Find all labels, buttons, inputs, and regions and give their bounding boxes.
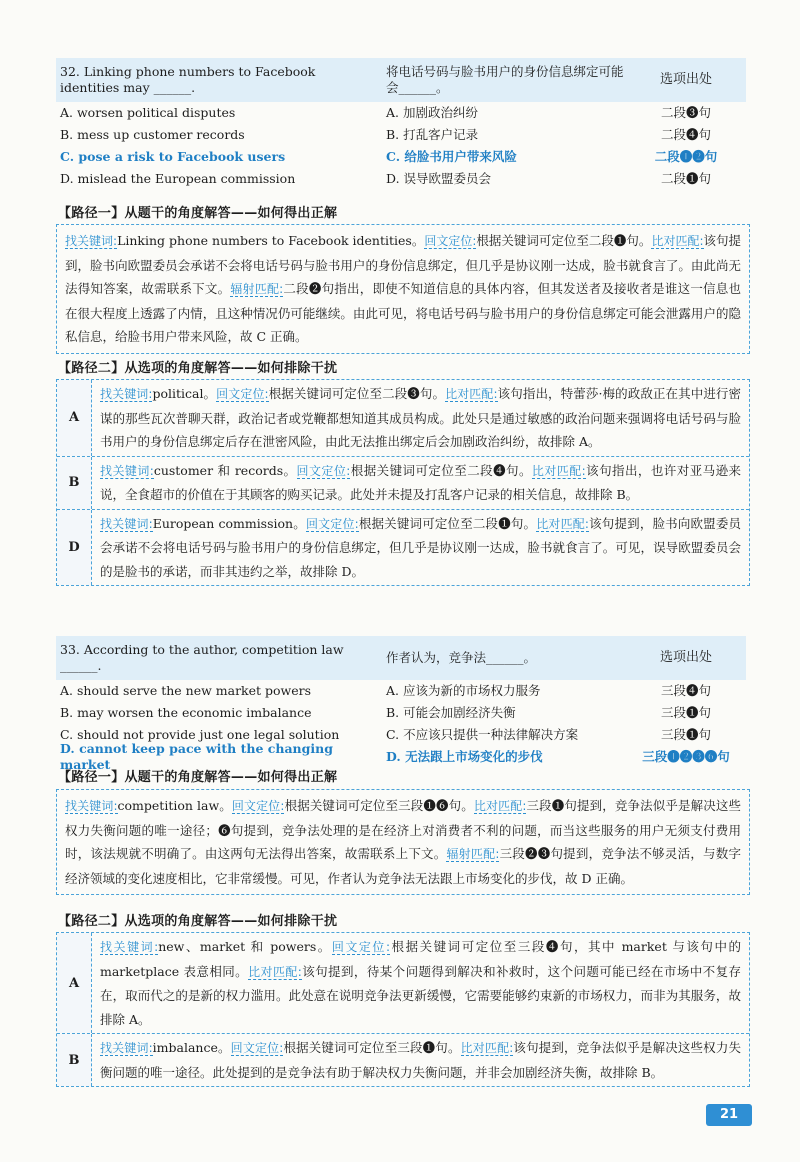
option-en: A. worsen political disputes <box>60 105 236 120</box>
text: 根据关键词可定位至二段❶句。 <box>358 515 537 531</box>
locate-label: 回文定位: <box>230 1041 284 1055</box>
q33-stem-row <box>56 636 746 680</box>
match-label: 比对匹配: <box>531 463 586 478</box>
locate-label: 回文定位: <box>331 940 390 954</box>
option-en: D. cannot keep pace with the changing market <box>60 741 333 772</box>
text: 根据关键词可定位至二段❶句。 <box>476 233 652 248</box>
keyword-label: 找关键词: <box>100 463 154 478</box>
q33-option-a <box>56 680 746 702</box>
option-label: B <box>57 457 92 509</box>
text: 根据关键词可定位至三段❹句，其中 market 与该句中的 marketplace 表意相同。 <box>100 939 741 979</box>
q32-stem-row <box>56 58 746 102</box>
text: political。 <box>152 386 217 401</box>
q32-option-c-correct <box>56 146 746 168</box>
q33-path2-heading: 【路径二】从选项的角度解答——如何排除干扰 <box>58 914 338 929</box>
q33-exclude-a <box>57 933 749 1033</box>
page-number: 21 <box>706 1104 752 1126</box>
text: competition law。 <box>117 798 232 813</box>
text: 三段❷❸句提到，竞争法不够灵活，与数字经济领域的变化速度相比，它非常缓慢。可见，作者认为竞争法无法跟上市场变化的步伐，故 D 正确。 <box>65 846 741 886</box>
q32-option-d <box>56 168 746 190</box>
option-src: 三段❶句 <box>660 705 711 720</box>
keyword-label: 找关键词: <box>65 234 118 248</box>
locate-label: 回文定位: <box>424 234 477 248</box>
option-label: D <box>57 510 92 586</box>
text: customer 和 records。 <box>153 462 297 478</box>
keyword-label: 找关键词: <box>100 516 153 531</box>
q33-exclude-b <box>57 1033 749 1086</box>
q32-exclude-a <box>57 380 749 456</box>
option-zh: B. 可能会加剧经济失衡 <box>386 705 516 720</box>
q32-option-a <box>56 102 746 124</box>
text: 三段❶句提到，竞争法似乎是解决这些权力失衡问题的唯一途径；❻句提到，竞争法处理的是在经济上对消费者不利的问题，而当这些服务的用户无须支付费用时，该法规就不明确了。由这两句无法得出答案，故需联系上下文。 <box>65 798 741 861</box>
option-label: A <box>57 380 92 456</box>
match-label: 比对匹配: <box>651 234 704 248</box>
option-zh: B. 打乱客户记录 <box>386 127 479 142</box>
q32-path1-heading: 【路径一】从题干的角度解答——如何得出正解 <box>58 206 338 221</box>
q32-table <box>56 58 746 190</box>
option-en: C. should not provide just one legal solution <box>60 727 340 742</box>
text: European commission。 <box>152 515 306 531</box>
q33-path2-table <box>56 932 750 1087</box>
text: 该句提到，待某个问题得到解决和补救时，这个问题可能已经在市场中不复存在，取而代之的是新的权力滥用。此处意在说明竞争法更新缓慢，它需要能够约束新的市场权力，而非为其服务，故排除 A。 <box>100 963 741 1027</box>
text: 根据关键词可定位至二段❹句。 <box>350 462 532 478</box>
q32-exclude-d <box>57 509 749 586</box>
q33-stem-en: 33. According to the author, competition law ______. <box>60 642 344 673</box>
q32-path2-heading: 【路径二】从选项的角度解答——如何排除干扰 <box>58 361 338 376</box>
locate-label: 回文定位: <box>231 799 285 813</box>
radiate-label: 辐射匹配: <box>230 282 284 296</box>
keyword-label: 找关键词: <box>100 387 153 401</box>
option-label: B <box>57 1034 92 1086</box>
locate-label: 回文定位: <box>216 387 269 401</box>
option-src: 二段❶❷句 <box>654 149 718 164</box>
text: 该句提到，竞争法似乎是解决这些权力失衡问题的唯一途径。此处提到的是竞争法有助于解决权力失衡问题，并非会加剧经济失衡，故排除 B。 <box>100 1040 741 1080</box>
q33-option-d-correct <box>56 741 746 772</box>
option-zh: A. 加剧政治纠纷 <box>386 105 478 120</box>
text: imbalance。 <box>152 1040 231 1055</box>
option-src: 三段❹句 <box>660 683 711 698</box>
q33-path1-box <box>56 789 750 895</box>
option-en: B. mess up customer records <box>60 127 245 142</box>
option-src: 二段❸句 <box>660 105 711 120</box>
option-zh: C. 给脸书用户带来风险 <box>386 149 517 164</box>
option-src: 二段❹句 <box>660 127 711 142</box>
q32-path1-box <box>56 224 750 354</box>
match-label: 比对匹配: <box>248 964 302 979</box>
option-en: B. may worsen the economic imbalance <box>60 705 312 720</box>
option-label: A <box>57 933 92 1033</box>
q33-path1-heading: 【路径一】从题干的角度解答——如何得出正解 <box>58 770 338 785</box>
locate-label: 回文定位: <box>296 463 351 478</box>
q32-option-b <box>56 124 746 146</box>
text: Linking phone numbers to Facebook identities。 <box>117 233 425 248</box>
text: new、market 和 powers。 <box>158 939 332 954</box>
option-en: C. pose a risk to Facebook users <box>60 149 286 164</box>
match-label: 比对匹配: <box>536 516 589 531</box>
text: 根据关键词可定位至三段❶❻句。 <box>284 798 474 813</box>
q32-path2-table <box>56 379 750 586</box>
q33-table <box>56 636 746 772</box>
text: 该句指出，特蕾莎·梅的政敌正在其中进行密谋的那些瓦次普聊天群，政治记者或党鞭都想知道其成员构成。此处只是通过敏感的政治问题来强调将电话号码与脸书用户的身份信息绑定后存在泄密风险，由此无法推出绑定后会加剧政治纠纷，故排除 A。 <box>100 386 742 449</box>
match-label: 比对匹配: <box>460 1041 514 1055</box>
q32-stem-zh: 将电话号码与脸书用户的身份信息绑定可能会______。 <box>386 64 624 95</box>
text: 该句提到，脸书向欧盟委员会承诺不会将电话号码与脸书用户的身份信息绑定，但几乎是协议刚一达成，脸书就食言了。可见，误导欧盟委员会的是脸书的承诺，而非其违约之举，故排除 D。 <box>100 515 742 579</box>
text: 该句提到，脸书向欧盟委员会承诺不会将电话号码与脸书用户的身份信息绑定，但几乎是协议刚一达成，脸书就食言了。由此尚无法得知答案，故需联系下文。 <box>65 233 742 296</box>
option-en: D. mislead the European commission <box>60 171 296 186</box>
q33-option-b <box>56 702 746 724</box>
text: 根据关键词可定位至二段❸句。 <box>268 386 446 401</box>
option-src: 三段❶❷❸❻句 <box>642 749 730 764</box>
option-src: 二段❶句 <box>660 171 711 186</box>
q32-exclude-b <box>57 456 749 509</box>
option-zh: D. 误导欧盟委员会 <box>386 171 492 186</box>
option-en: A. should serve the new market powers <box>60 683 312 698</box>
q33-src-header: 选项出处 <box>659 650 712 665</box>
keyword-label: 找关键词: <box>65 799 118 813</box>
locate-label: 回文定位: <box>305 516 359 531</box>
keyword-label: 找关键词: <box>100 940 159 954</box>
text: 该句指出，也许对亚马逊来说，全食超市的价值在于其顾客的购买记录。此处并未提及打乱客户记录的相关信息，故排除 B。 <box>100 462 742 502</box>
option-src: 三段❶句 <box>660 727 711 742</box>
option-zh: A. 应该为新的市场权力服务 <box>386 683 541 698</box>
q32-src-header: 选项出处 <box>659 72 712 87</box>
radiate-label: 辐射匹配: <box>446 847 500 861</box>
q33-stem-zh: 作者认为，竞争法______。 <box>386 650 537 665</box>
match-label: 比对匹配: <box>445 387 498 401</box>
text: 二段❷句指出，即使不知道信息的具体内容，但其发送者及接收者是谁这一信息也在很大程度上透露了内情，且这种情况仍可能继续。由此可见，将电话号码与脸书用户的身份信息绑定可能会泄露用户的隐私信息，给脸书用户带来风险，故 C 正确。 <box>65 281 741 344</box>
keyword-label: 找关键词: <box>100 1041 153 1055</box>
q32-stem-en: 32. Linking phone numbers to Facebook identities may ______. <box>60 64 316 95</box>
match-label: 比对匹配: <box>473 799 527 813</box>
option-zh: D. 无法跟上市场变化的步伐 <box>386 749 543 764</box>
text: 根据关键词可定位至三段❶句。 <box>283 1040 461 1055</box>
option-zh: C. 不应该只提供一种法律解决方案 <box>386 727 579 742</box>
